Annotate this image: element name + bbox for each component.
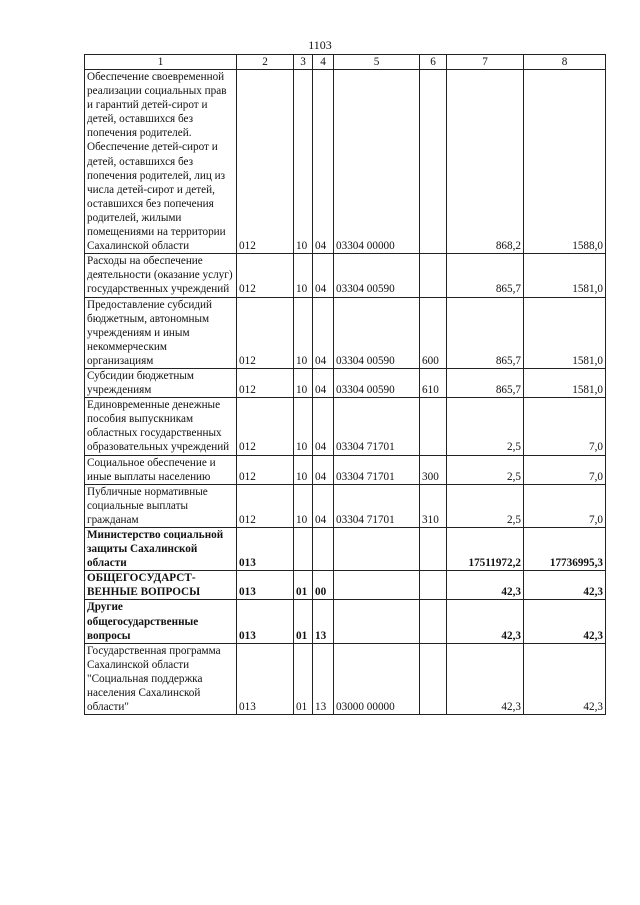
row-amount-col7-cell: 865,7 — [447, 368, 524, 397]
row-section-cell: 10 — [294, 368, 313, 397]
column-header: 4 — [313, 55, 334, 70]
row-amount-col8-cell: 7,0 — [524, 455, 606, 484]
row-code-cell: 013 — [237, 528, 294, 571]
row-name-cell: Субсидии бюджетным учреждениям — [85, 368, 237, 397]
table-row — [85, 600, 606, 643]
row-subsection-cell: 13 — [313, 643, 334, 714]
row-target-cell — [334, 600, 420, 643]
row-subsection-cell — [313, 528, 334, 571]
row-amount-col8-cell: 1581,0 — [524, 254, 606, 297]
row-name-cell: ОБЩЕГОСУДАРСТ-ВЕННЫЕ ВОПРОСЫ — [85, 571, 237, 600]
row-target-cell — [334, 528, 420, 571]
column-header: 8 — [524, 55, 606, 70]
row-target-cell: 03304 00590 — [334, 368, 420, 397]
row-section-cell: 01 — [294, 571, 313, 600]
row-subsection-cell: 04 — [313, 484, 334, 527]
table-row — [85, 571, 606, 600]
row-name-cell: Публичные нормативные социальные выплаты гражданам — [85, 484, 237, 527]
row-subsection-cell: 04 — [313, 254, 334, 297]
column-header: 3 — [294, 55, 313, 70]
row-name-cell: Предоставление субсидий бюджетным, автономным учреждениям и иным некоммерческим организациям — [85, 297, 237, 368]
row-target-cell: 03304 71701 — [334, 455, 420, 484]
row-expense-type-cell — [420, 254, 447, 297]
row-expense-type-cell — [420, 528, 447, 571]
row-subsection-cell: 04 — [313, 398, 334, 455]
budget-table — [84, 54, 606, 715]
row-section-cell: 10 — [294, 398, 313, 455]
table-row — [85, 70, 606, 254]
column-header: 2 — [237, 55, 294, 70]
row-expense-type-cell: 610 — [420, 368, 447, 397]
row-code-cell: 012 — [237, 254, 294, 297]
row-section-cell: 10 — [294, 254, 313, 297]
row-subsection-cell: 13 — [313, 600, 334, 643]
row-amount-col8-cell: 42,3 — [524, 600, 606, 643]
row-code-cell: 012 — [237, 297, 294, 368]
row-code-cell: 012 — [237, 484, 294, 527]
row-name-cell: Единовременные денежные пособия выпускникам областных государственных образовательных учреждений — [85, 398, 237, 455]
row-code-cell: 013 — [237, 643, 294, 714]
row-amount-col8-cell: 17736995,3 — [524, 528, 606, 571]
row-expense-type-cell — [420, 643, 447, 714]
row-expense-type-cell: 300 — [420, 455, 447, 484]
row-code-cell: 013 — [237, 571, 294, 600]
row-amount-col8-cell: 7,0 — [524, 398, 606, 455]
row-name-cell: Государственная программа Сахалинской области "Социальная поддержка населения Сахалинской области" — [85, 643, 237, 714]
table-row — [85, 398, 606, 455]
row-amount-col7-cell: 865,7 — [447, 297, 524, 368]
row-expense-type-cell — [420, 398, 447, 455]
table-row — [85, 528, 606, 571]
row-subsection-cell: 00 — [313, 571, 334, 600]
row-expense-type-cell — [420, 571, 447, 600]
row-target-cell: 03304 00590 — [334, 254, 420, 297]
row-amount-col8-cell: 42,3 — [524, 571, 606, 600]
row-expense-type-cell — [420, 70, 447, 254]
row-amount-col7-cell: 2,5 — [447, 398, 524, 455]
table-row — [85, 254, 606, 297]
row-name-cell: Обеспечение своевременной реализации социальных прав и гарантий детей-сирот и детей, оставшихся без попечения родителей. Обеспечение детей-сирот и детей, оставшихся без попечения родителей, лиц из числа детей-сирот и детей, оставшихся без попечения родителей, жилыми помещениями на территории Сахалинской области — [85, 70, 237, 254]
row-code-cell: 013 — [237, 600, 294, 643]
row-expense-type-cell: 310 — [420, 484, 447, 527]
page-number: 1103 — [308, 38, 332, 52]
row-amount-col7-cell: 868,2 — [447, 70, 524, 254]
row-subsection-cell: 04 — [313, 70, 334, 254]
table-row — [85, 368, 606, 397]
row-name-cell: Расходы на обеспечение деятельности (оказание услуг) государственных учреждений — [85, 254, 237, 297]
row-section-cell: 10 — [294, 455, 313, 484]
table-row — [85, 484, 606, 527]
row-target-cell: 03304 00590 — [334, 297, 420, 368]
row-code-cell: 012 — [237, 368, 294, 397]
row-amount-col8-cell: 1588,0 — [524, 70, 606, 254]
row-amount-col7-cell: 865,7 — [447, 254, 524, 297]
row-section-cell: 10 — [294, 297, 313, 368]
table-row — [85, 455, 606, 484]
table-row — [85, 643, 606, 714]
row-code-cell: 012 — [237, 70, 294, 254]
row-amount-col7-cell: 2,5 — [447, 455, 524, 484]
row-subsection-cell: 04 — [313, 455, 334, 484]
row-section-cell: 01 — [294, 643, 313, 714]
row-amount-col8-cell: 42,3 — [524, 643, 606, 714]
row-amount-col8-cell: 7,0 — [524, 484, 606, 527]
row-name-cell: Министерство социальной защиты Сахалинской области — [85, 528, 237, 571]
row-name-cell: Другие общегосударственные вопросы — [85, 600, 237, 643]
row-section-cell — [294, 528, 313, 571]
row-amount-col8-cell: 1581,0 — [524, 368, 606, 397]
row-target-cell — [334, 571, 420, 600]
row-section-cell: 10 — [294, 484, 313, 527]
column-header: 7 — [447, 55, 524, 70]
row-subsection-cell: 04 — [313, 297, 334, 368]
row-target-cell: 03000 00000 — [334, 643, 420, 714]
row-amount-col7-cell: 17511972,2 — [447, 528, 524, 571]
row-expense-type-cell: 600 — [420, 297, 447, 368]
row-subsection-cell: 04 — [313, 368, 334, 397]
row-amount-col7-cell: 2,5 — [447, 484, 524, 527]
row-target-cell: 03304 00000 — [334, 70, 420, 254]
row-amount-col7-cell: 42,3 — [447, 571, 524, 600]
row-name-cell: Социальное обеспечение и иные выплаты населению — [85, 455, 237, 484]
row-section-cell: 10 — [294, 70, 313, 254]
column-header: 5 — [334, 55, 420, 70]
row-expense-type-cell — [420, 600, 447, 643]
column-header: 1 — [85, 55, 237, 70]
row-target-cell: 03304 71701 — [334, 484, 420, 527]
table-row — [85, 297, 606, 368]
column-header: 6 — [420, 55, 447, 70]
table-header-row — [85, 55, 606, 70]
row-target-cell: 03304 71701 — [334, 398, 420, 455]
row-amount-col7-cell: 42,3 — [447, 643, 524, 714]
row-code-cell: 012 — [237, 455, 294, 484]
row-amount-col7-cell: 42,3 — [447, 600, 524, 643]
row-amount-col8-cell: 1581,0 — [524, 297, 606, 368]
row-code-cell: 012 — [237, 398, 294, 455]
row-section-cell: 01 — [294, 600, 313, 643]
